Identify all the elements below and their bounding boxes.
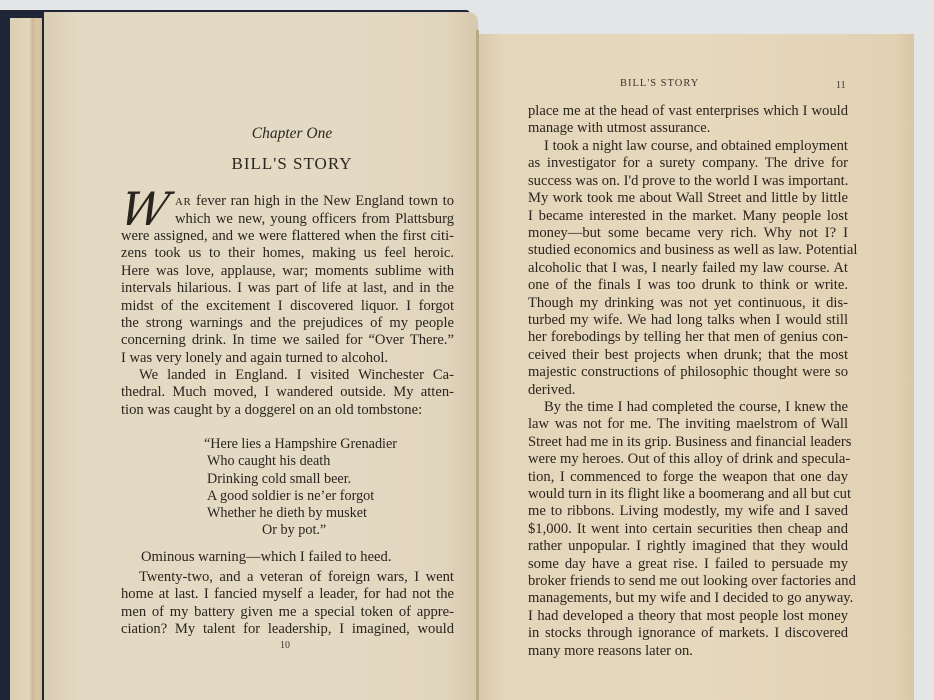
paragraph-opening-rest xyxy=(121,228,454,367)
text-line: Twenty-two, and a veteran of foreign wars, I went xyxy=(139,569,454,585)
paragraph-wall-street xyxy=(528,399,856,660)
text-line: in stocks through ignorance of markets. I discovered xyxy=(528,625,848,642)
text-line: place me at the head of vast enterprises which I would xyxy=(528,103,848,119)
text-line: law was not for me. The inviting maelstrom of Wall xyxy=(528,416,848,433)
text-line: were assigned, and we were flattered when the first citi- xyxy=(121,228,454,244)
paragraph-continued xyxy=(528,103,848,138)
text-line: I took a night law course, and obtained employment xyxy=(544,138,848,154)
text-line: tion was caught by a doggerel on an old tombstone: xyxy=(121,401,423,418)
text-line: as investigator for a surety company. The drive for xyxy=(528,155,848,172)
verse-line: Who caught his death xyxy=(207,453,331,470)
text-line: By the time I had completed the course, I knew the xyxy=(544,399,848,415)
running-head: BILL'S STORY xyxy=(620,78,700,89)
paragraph-winchester xyxy=(121,367,454,419)
drop-cap: W xyxy=(115,182,175,236)
small-caps: AR xyxy=(175,196,192,208)
text-line: Street had me in its grip. Business and financial leaders xyxy=(528,433,852,450)
book-gutter xyxy=(476,30,479,700)
page-number-left: 10 xyxy=(280,640,290,651)
page-stack-edge xyxy=(10,18,42,700)
text-line: studied economics and business as well as law. Potential xyxy=(528,242,858,259)
text-line: managements, but my wife and I decided to go anyway. xyxy=(528,590,854,607)
page-number-right: 11 xyxy=(836,80,846,91)
text-line: rather unpopular. I rightly imagined that they would xyxy=(528,538,848,555)
text-line: broker friends to send me out looking over factories and xyxy=(528,573,856,590)
tombstone-verse xyxy=(204,436,398,540)
text-line: I became interested in the market. Many people lost xyxy=(528,207,848,224)
text-line: concerning drink. In time we sailed for “Over There.” xyxy=(121,332,454,349)
chapter-title: BILL'S STORY xyxy=(231,154,353,173)
paragraph-opening-first-lines xyxy=(175,193,454,229)
text-line: ceived their best projects when drunk; that the most xyxy=(528,346,848,363)
verse-line: Drinking cold small beer. xyxy=(207,470,352,487)
text-line: alcoholic that I was, I nearly failed my law course. At xyxy=(528,259,848,276)
text-line: which we new, young officers from Plattsburg xyxy=(175,211,454,228)
text-line: I had developed a theory that most people lost money xyxy=(528,607,848,624)
text-line: tion, I commenced to forge the weapon that one day xyxy=(528,468,848,485)
text-line: many more reasons later on. xyxy=(528,642,693,659)
text-line: turbed my wife. We had long talks when I would still xyxy=(528,312,848,329)
text-line: intervals hilarious. I was part of life at last, and in the xyxy=(121,280,454,297)
text-line: ciation? My talent for leadership, I imagined, would xyxy=(121,621,454,638)
text-line: manage with utmost assurance. xyxy=(528,120,711,137)
text-line: would turn in its flight like a boomerang and all but cut xyxy=(528,486,852,503)
text-line: We landed in England. I visited Winchester Ca- xyxy=(139,367,454,383)
text-line: me to ribbons. Living modestly, my wife and I saved xyxy=(528,503,848,520)
text-line: I was very lonely and again turned to alcohol. xyxy=(121,349,389,366)
text-line: derived. xyxy=(528,381,576,398)
text-line: midst of the excitement I discovered liquor. I forgot xyxy=(121,297,454,314)
text-line: Though my drinking was not yet continuous, it dis- xyxy=(528,294,848,311)
text-line: some day have a great rise. I failed to persuade my xyxy=(528,555,848,572)
text-line: home at last. I fancied myself a leader, for had not the xyxy=(121,586,454,603)
text-line: men of my battery given me a special token of appre- xyxy=(121,603,454,620)
text-line: My work took me about Wall Street and little by little xyxy=(528,190,848,207)
paragraph-law-course xyxy=(528,138,858,399)
text-line: were my heroes. Out of this alloy of drink and specula- xyxy=(528,451,851,468)
text-line: Ominous warning—which I failed to heed. xyxy=(141,549,392,565)
verse-line: “Here lies a Hampshire Grenadier xyxy=(204,436,398,452)
text-line: her forebodings by telling her that men of genius con- xyxy=(528,329,848,346)
text-line: majestic constructions of philosophic thought were so xyxy=(528,364,848,381)
text-line: Here was love, applause, war; moments sublime with xyxy=(121,262,454,279)
text-line: money—but some became very rich. Why not I? I xyxy=(528,225,848,242)
verse-line: Whether he dieth by musket xyxy=(207,505,367,522)
text-line: zens took us to their homes, making us feel heroic. xyxy=(121,245,454,262)
verse-line: Or by pot.” xyxy=(262,522,327,539)
paragraph-ominous xyxy=(141,549,454,566)
chapter-label: Chapter One xyxy=(251,125,333,142)
text-line: success was on. I'd prove to the world I was important. xyxy=(528,172,849,189)
text-line: thedral. Much moved, I wandered outside. My atten- xyxy=(121,384,454,401)
text-line: AR fever ran high in the New England town to xyxy=(175,193,454,209)
text-line: the strong warnings and the prejudices of my people xyxy=(121,315,454,332)
text-line: $1,000. It went into certain securities then cheap and xyxy=(528,520,848,537)
paragraph-twenty-two xyxy=(121,569,454,639)
text-line: one of the finals I was too drunk to think or write. xyxy=(528,277,848,294)
verse-line: A good soldier is ne’er forgot xyxy=(207,487,375,504)
